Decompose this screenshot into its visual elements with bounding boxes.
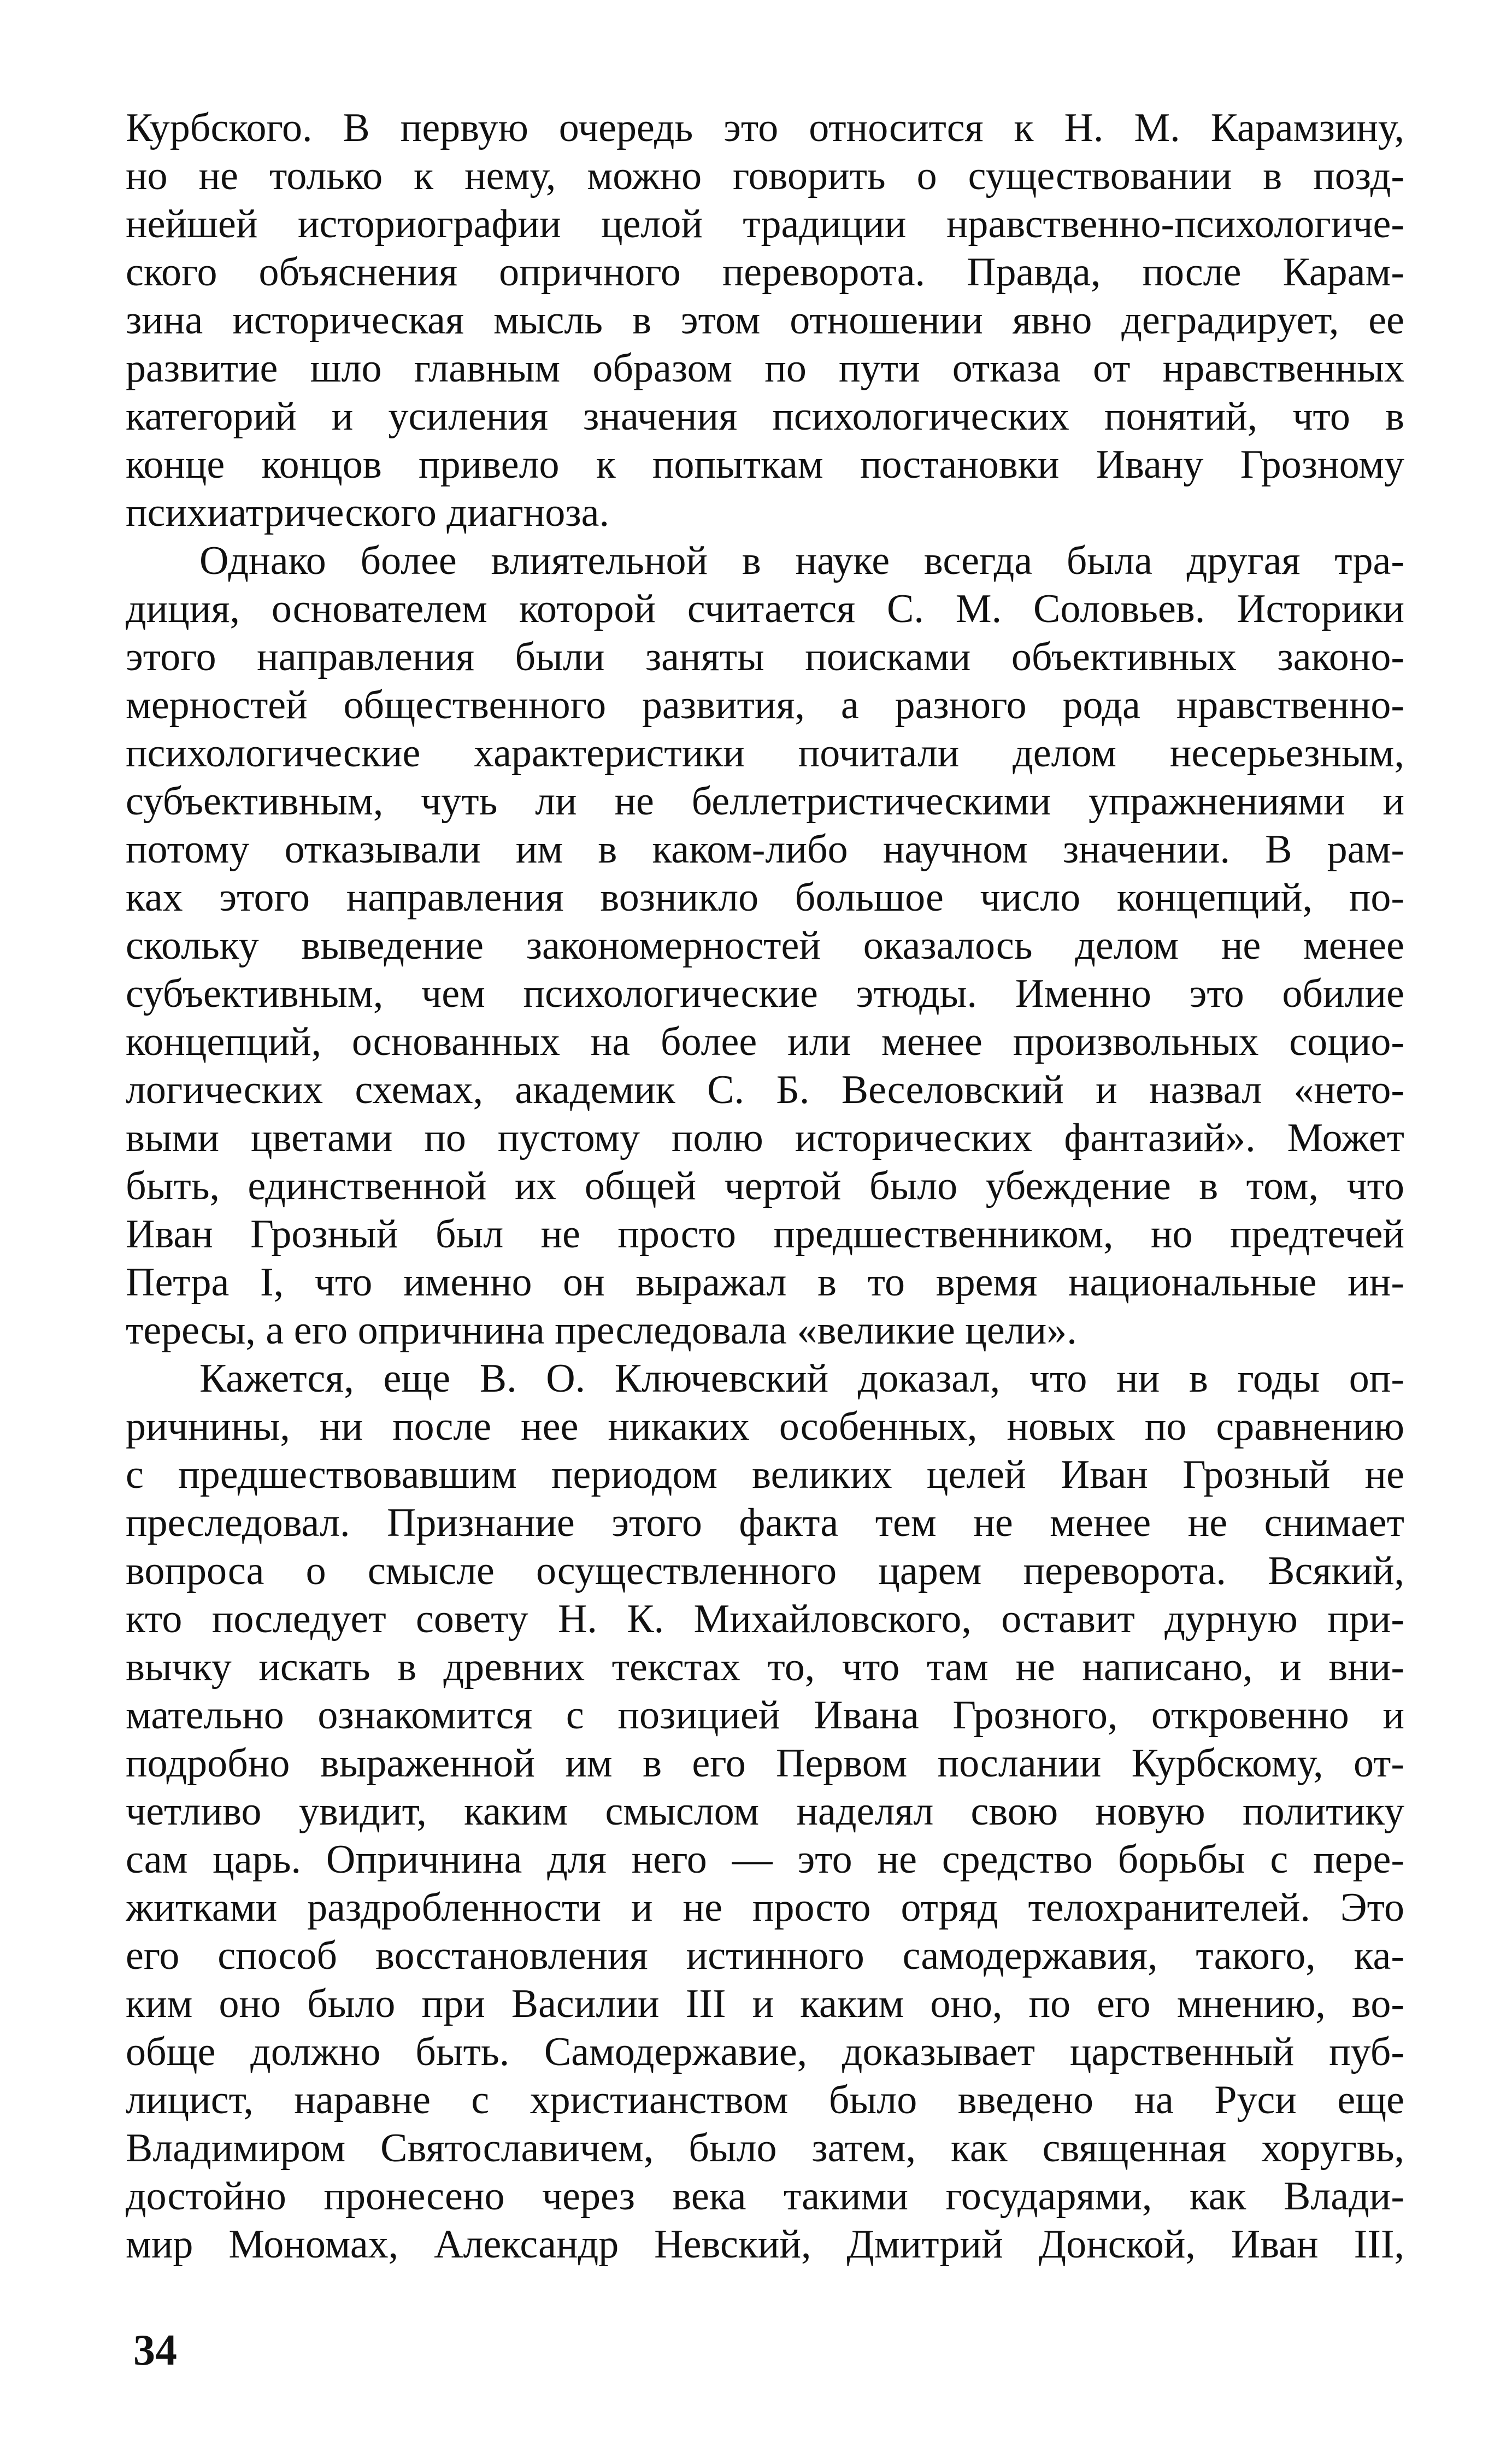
text-line: диция, основателем которой считается С. М. Соловьев. Историки xyxy=(126,587,1404,631)
text-line: мательно ознакомится с позицией Ивана Грозного, откровенно и xyxy=(126,1693,1404,1738)
text-line: мир Мономах, Александр Невский, Дмитрий Донской, Иван III, xyxy=(126,2222,1404,2267)
text-line: выми цветами по пустому полю исторических фантазий». Может xyxy=(126,1116,1404,1160)
text-line: Однако более влиятельной в науке всегда была другая тра- xyxy=(199,538,1404,583)
text-line: быть, единственной их общей чертой было убеждение в том, что xyxy=(126,1164,1404,1209)
text-line: ким оно было при Василии III и каким оно, по его мнению, во- xyxy=(126,1981,1404,2026)
text-line: нейшей историографии целой традиции нравственно-психологиче- xyxy=(126,202,1404,247)
text-line: Иван Грозный был не просто предшественником, но предтечей xyxy=(126,1212,1404,1257)
text-line: подробно выраженной им в его Первом послании Курбскому, от- xyxy=(126,1741,1404,1786)
text-line: потому отказывали им в каком-либо научном значении. В рам- xyxy=(126,827,1404,872)
text-line: Курбского. В первую очередь это относится к Н. М. Карамзину, xyxy=(126,105,1404,150)
text-line: с предшествовавшим периодом великих целей Иван Грозный не xyxy=(126,1452,1404,1497)
page-number: 34 xyxy=(133,2326,177,2374)
text-line: категорий и усиления значения психологических понятий, что в xyxy=(126,394,1404,439)
text-line: Петра I, что именно он выражал в то время национальные ин- xyxy=(126,1260,1404,1305)
text-line: преследовал. Признание этого факта тем не менее не снимает xyxy=(126,1500,1404,1545)
paragraph xyxy=(126,1354,1404,2268)
text-line: кто последует совету Н. К. Михайловского, оставит дурную при- xyxy=(126,1597,1404,1641)
text-line: конце концов привело к попыткам постановки Ивану Грозному xyxy=(126,442,1404,487)
paragraph xyxy=(126,537,1404,1354)
text-line: лицист, наравне с христианством было введено на Руси еще xyxy=(126,2078,1404,2122)
text-line: развитие шло главным образом по пути отказа от нравственных xyxy=(126,346,1404,391)
text-line: житками раздробленности и не просто отряд телохранителей. Это xyxy=(126,1885,1404,1930)
text-line: тересы, а его опричнина преследовала «великие цели». xyxy=(126,1308,1077,1353)
text-line: зина историческая мысль в этом отношении явно деградирует, ее xyxy=(126,298,1404,343)
text-line: психиатрического диагноза. xyxy=(126,490,610,535)
text-line: ского объяснения опричного переворота. Правда, после Карам- xyxy=(126,250,1404,295)
text-line: четливо увидит, каким смыслом наделял свою новую политику xyxy=(126,1789,1404,1834)
text-line: ричнины, ни после нее никаких особенных, новых по сравнению xyxy=(126,1404,1404,1449)
text-line: достойно пронесено через века такими государями, как Влади- xyxy=(126,2174,1404,2219)
text-line: этого направления были заняты поисками объективных законо- xyxy=(126,635,1404,679)
text-line: вопроса о смысле осуществленного царем переворота. Всякий, xyxy=(126,1549,1404,1593)
text-line: сам царь. Опричнина для него — это не средство борьбы с пере- xyxy=(126,1837,1404,1882)
paragraph xyxy=(126,104,1404,537)
text-line: субъективным, чуть ли не беллетристическими упражнениями и xyxy=(126,779,1404,824)
text-line: скольку выведение закономерностей оказалось делом не менее xyxy=(126,923,1404,968)
text-line: Владимиром Святославичем, было затем, как священная хоругвь, xyxy=(126,2126,1404,2171)
text-line: мерностей общественного развития, а разного рода нравственно- xyxy=(126,683,1404,728)
text-line: его способ восстановления истинного самодержавия, такого, ка- xyxy=(126,1933,1404,1978)
text-line: логических схемах, академик С. Б. Веселовский и назвал «нето- xyxy=(126,1068,1404,1112)
text-line: но не только к нему, можно говорить о существовании в позд- xyxy=(126,154,1404,198)
text-line: Кажется, еще В. О. Ключевский доказал, что ни в годы оп- xyxy=(199,1356,1404,1401)
text-line: обще должно быть. Самодержавие, доказывает царственный пуб- xyxy=(126,2030,1404,2074)
text-line: субъективным, чем психологические этюды. Именно это обилие xyxy=(126,971,1404,1016)
text-line: вычку искать в древних текстах то, что там не написано, и вни- xyxy=(126,1645,1404,1690)
text-line: ках этого направления возникло большое число концепций, по- xyxy=(126,875,1404,920)
page-text xyxy=(126,104,1404,2268)
text-line: психологические характеристики почитали делом несерьезным, xyxy=(126,731,1404,776)
text-line: концепций, основанных на более или менее произвольных социо- xyxy=(126,1019,1404,1064)
